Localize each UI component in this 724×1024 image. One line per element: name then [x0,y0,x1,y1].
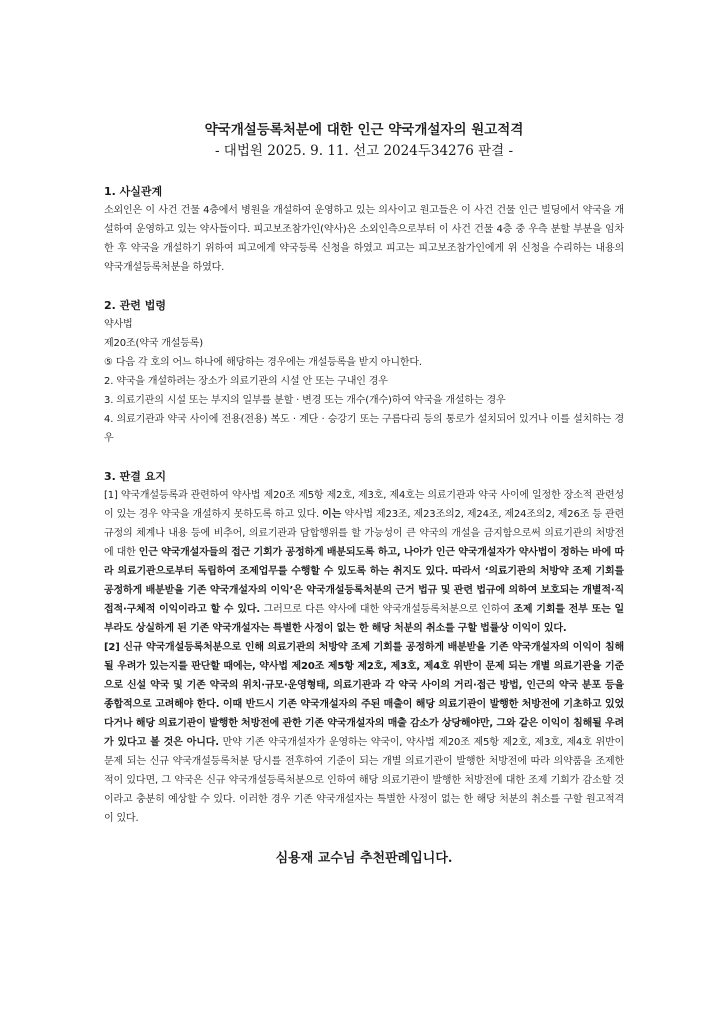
holding-text: 그러므로 다른 약사에 대한 약국개설등록처분으로 인하여 [260,604,514,615]
holding-text-bold: 이는 [322,509,342,520]
closing-note: 심용재 교수님 추천판례입니다. [275,851,453,866]
section-heading: 2. 관련 법령 [104,299,166,312]
facts-body: 소외인은 이 사건 건물 4층에서 병원을 개설하여 운영하고 있는 의사이고 원고들은 이 사건 건물 인근 빌딩에서 약국을 개설하여 운영하고 있는 약사들이다. 피고보조참가인(약사)은 소외인측으로부터 이 사건 건물 4층 중 우측 분할 부분을 임차한 후 약국을 개설하기 위하여 피고에게 약국등록 신청을 하였고 피고는 피고보조참가인에게 위 신청을 수리하는 내용의 약국개설등록처분을 하였다. [104,205,624,273]
holding-paragraph-1 [104,486,624,638]
holding-text-bold: 인근 약국개설자들의 접근 기회가 공정하게 배분되도록 하고, 나아가 인근 약국개설자가 약사법이 정하는 바에 따라 의료기관으로부터 독립하여 조제업무를 수행할 수 있도록 하는 취지도 있다. [104,547,624,577]
document-page [104,120,624,866]
page-title: 약국개설등록처분에 대한 인근 약국개설자의 원고적격 [204,122,524,138]
law-line: ⑤ 다음 각 호의 어느 하나에 해당하는 경우에는 개설등록을 받지 아니한다. [104,357,422,368]
law-line: 2. 약국을 개설하려는 장소가 의료기관의 시설 안 또는 구내인 경우 [104,376,388,387]
section-laws [104,296,624,448]
law-line: 약사법 [104,319,133,330]
law-line: 3. 의료기관의 시설 또는 부지의 일부를 분할 · 변경 또는 개수(개수)하여 약국을 개설하는 경우 [104,395,506,406]
law-line: 제20조(약국 개설등록) [104,338,204,349]
holding-text-bold: 조제 기회를 전부 또는 일부라도 상실하게 된 기존 약국개설자는 특별한 사정이 없는 한 해당 처분의 취소를 구할 법률상 이익이 있다. [104,604,624,634]
holding-text: 약사법 제23조, 제23조의2, 제24조, 제24조의2, 제26조 등 관련 규정의 체계나 내용 등에 비추어, 의료기관과 담합행위를 할 가능성이 큰 약국의 개설을 금지함으로써 의료기관의 처방전에 대한 [104,509,624,558]
holding-text-bold: 따라서 ‘의료기관의 처방약 조제 기회를 공정하게 배분받을 기존 약국개설자의 이익’은 약국개설등록처분의 근거 법규 및 관련 법규에 의하여 보호되는 개별적·직접적·구체적 이익이라고 할 수 있다. [104,566,624,615]
section-holding [104,467,624,828]
holding-text: [1] 약국개설등록과 관련하여 약사법 제20조 제5항 제2호, 제3호, 제4호는 의료기관과 약국 사이에 일정한 장소적 관련성이 있는 경우 약국을 개설하지 못하도록 하고 있다. [104,490,624,520]
holding-text-bold: [2] 신규 약국개설등록처분으로 인해 의료기관의 처방약 조제 기회를 공정하게 배분받을 기존 약국개설자의 이익이 침해될 우려가 있는지를 판단할 때에는, 약사법 제20조 제5항 제2호, 제3호, 제4호 위반이 문제 되는 개별 의료기관을 기준으로 신설 약국 및 기존 약국의 위치·규모·운영형태, 의료기관과 각 약국 사이의 거리·접근 방법, 인근의 약국 분포 등을 종합적으로 고려해야 한다. 이때 반드시 기존 약국개설자의 주된 매출이 해당 의료기관이 발행한 처방전에 기초하고 있었다거나 해당 의료기관이 발행한 처방전에 관한 기존 약국개설자의 매출 감소가 상당해야만, 그와 같은 이익이 침해될 우려가 있다고 볼 것은 아니다. [104,642,624,748]
holding-text: 만약 기존 약국개설자가 운영하는 약국이, 약사법 제20조 제5항 제2호, 제3호, 제4호 위반이 문제 되는 신규 약국개설등록처분 당시를 전후하여 기준이 되는 개별 의료기관이 발행한 처방전에 따라 의약품을 조제한 적이 있다면, 그 약국은 신규 약국개설등록처분으로 인하여 해당 의료기관이 발행한 처방전에 대한 조제 기회가 감소할 것이라고 충분히 예상할 수 있다. 이러한 경우 기존 약국개설자는 특별한 사정이 없는 한 해당 처분의 취소를 구할 원고적격이 있다. [104,737,624,824]
section-heading: 1. 사실관계 [104,185,163,198]
section-heading: 3. 판결 요지 [104,470,166,483]
section-facts [104,182,624,277]
law-line: 4. 의료기관과 약국 사이에 전용(전용) 복도 · 계단 · 승강기 또는 구름다리 등의 통로가 설치되어 있거나 이를 설치하는 경우 [104,414,624,444]
page-subtitle: - 대법원 2025. 9. 11. 선고 2024두34276 판결 - [214,143,514,159]
holding-paragraph-2 [104,638,624,828]
